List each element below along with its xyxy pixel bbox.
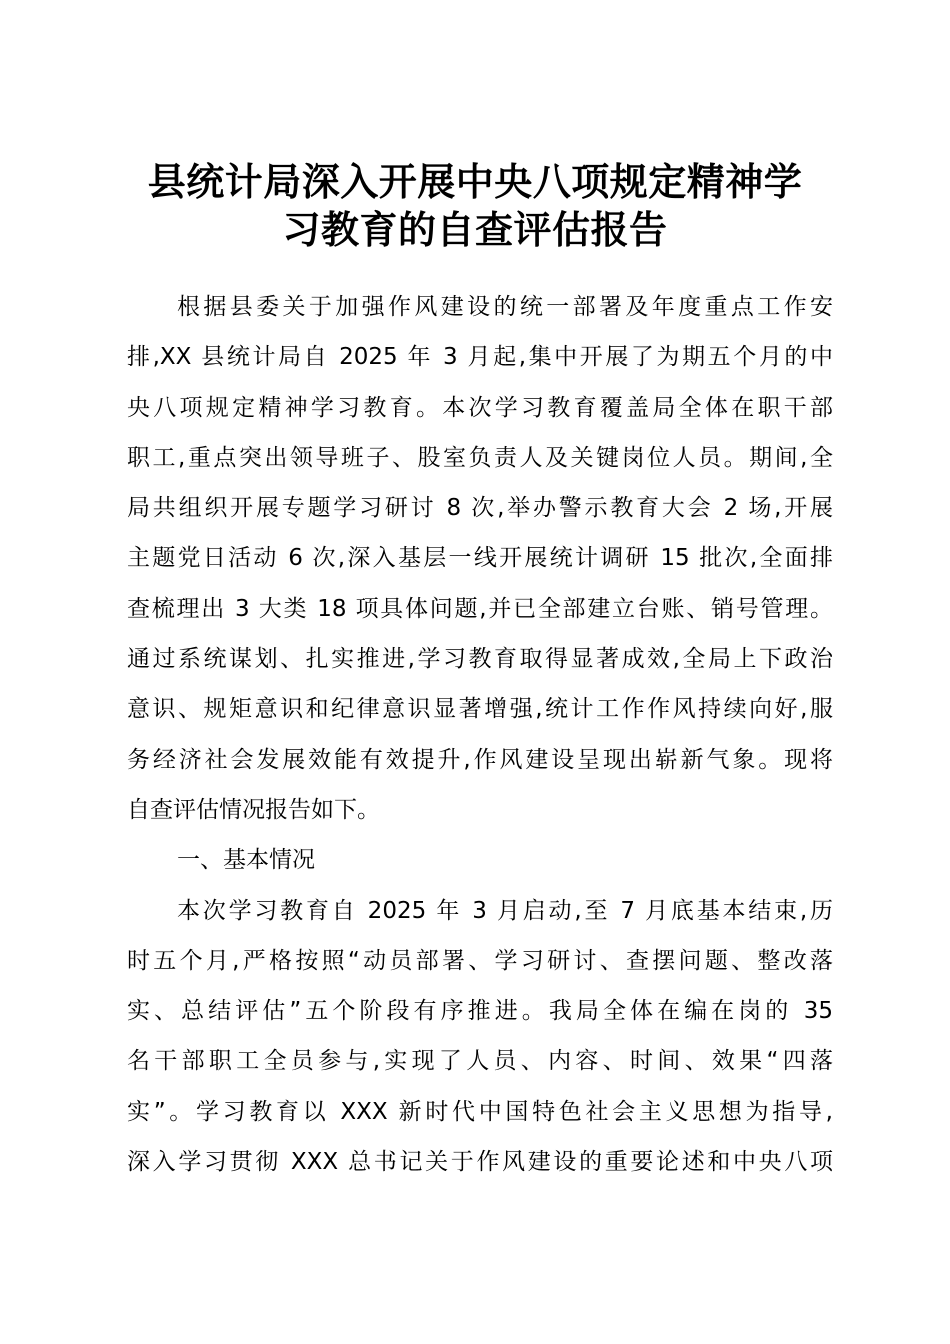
paragraph-line: 务经济社会发展效能有效提升,作风建设呈现出崭新气象。现将 <box>127 746 833 773</box>
paragraph-line: 名干部职工全员参与,实现了人员、内容、时间、效果“四落 <box>127 1048 833 1075</box>
paragraph-line: 实、总结评估”五个阶段有序推进。我局全体在编在岗的 35 <box>127 998 833 1025</box>
paragraph-line: 局共组织开展专题学习研讨 8 次,举办警示教育大会 2 场,开展 <box>127 495 833 522</box>
paragraph-line: 根据县委关于加强作风建设的统一部署及年度重点工作安 <box>177 294 833 320</box>
title-line-1: 县统计局深入开展中央八项规定精神学 <box>147 160 803 204</box>
paragraph-line: 央八项规定精神学习教育。本次学习教育覆盖局全体在职干部 <box>127 394 833 421</box>
paragraph-line: 排,XX 县统计局自 2025 年 3 月起,集中开展了为期五个月的中 <box>127 344 833 371</box>
paragraph-line: 意识、规矩意识和纪律意识显著增强,统计工作作风持续向好,服 <box>127 696 833 723</box>
paragraph-line: 通过系统谋划、扎实推进,学习教育取得显著成效,全局上下政治 <box>127 646 833 673</box>
section-heading: 一、基本情况 <box>177 847 315 874</box>
paragraph-line: 实”。学习教育以 XXX 新时代中国特色社会主义思想为指导, <box>127 1098 833 1125</box>
title-line-2: 习教育的自查评估报告 <box>282 208 668 252</box>
paragraph-line: 深入学习贯彻 XXX 总书记关于作风建设的重要论述和中央八项 <box>127 1149 833 1176</box>
paragraph-line: 主题党日活动 6 次,深入基层一线开展统计调研 15 批次,全面排 <box>127 545 833 572</box>
paragraph-line: 时五个月,严格按照“动员部署、学习研讨、查摆问题、整改落 <box>127 947 833 974</box>
paragraph-line: 本次学习教育自 2025 年 3 月启动,至 7 月底基本结束,历 <box>177 897 833 924</box>
paragraph-line-last: 自查评估情况报告如下。 <box>127 796 380 823</box>
document-body <box>127 282 833 1187</box>
paragraph-line: 职工,重点突出领导班子、股室负责人及关键岗位人员。期间,全 <box>127 444 833 471</box>
document-title <box>100 158 850 254</box>
paragraph-line: 查梳理出 3 大类 18 项具体问题,并已全部建立台账、销号管理。 <box>127 595 833 622</box>
